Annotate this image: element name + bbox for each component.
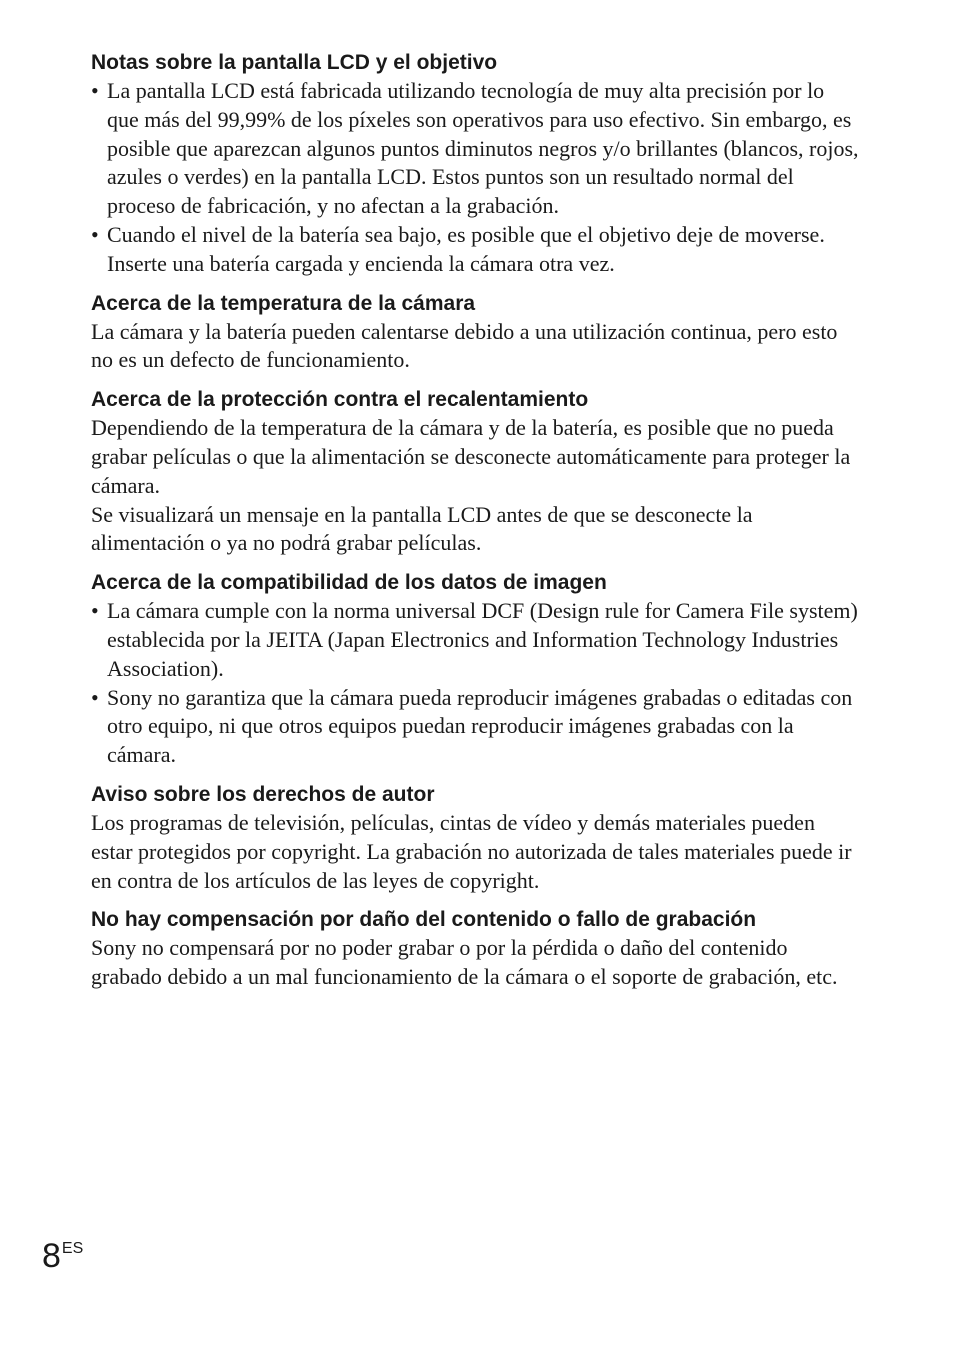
list-item-text: La pantalla LCD está fabricada utilizando tecnología de muy alta precisión por lo que más del 99,99% de los píxeles son operativos para uso efectivo. Sin embargo, es posible que aparezcan algunos puntos diminutos negros y/o brillantes (blancos, rojos, azules o verdes) en la pantalla LCD. Estos puntos son un resultado normal del proceso de fabricación, y no afectan a la grabación. (107, 78, 859, 219)
section-lcd-lens-notes (91, 48, 861, 279)
list-item (91, 77, 861, 221)
section-no-compensation (91, 905, 861, 992)
bullet-marker: • (91, 78, 99, 103)
page-language-code: ES (61, 1240, 84, 1257)
paragraph: Los programas de televisión, películas, cintas de vídeo y demás materiales pueden estar protegidos por copyright. La grabación no autorizada de tales materiales puede ir en contra de los artículos de las leyes de copyright. (91, 809, 852, 893)
bullet-list (91, 597, 861, 770)
section-heading: No hay compensación por daño del contenido o fallo de grabación (91, 908, 757, 932)
section-heading: Aviso sobre los derechos de autor (91, 782, 435, 806)
document-page (91, 48, 861, 992)
section-camera-temperature (91, 289, 861, 376)
list-item (91, 221, 861, 279)
section-heading: Acerca de la compatibilidad de los datos de imagen (91, 571, 607, 595)
paragraph: Dependiendo de la temperatura de la cámara y de la batería, es posible que no pueda grabar películas o que la alimentación se desconecte automáticamente para proteger la cámara. Se visualizará un mensaje en la pantalla LCD antes de que se desconecte la alimentación o ya no podrá grabar películas. (91, 415, 851, 556)
list-item-text: Sony no garantiza que la cámara pueda reproducir imágenes grabadas o editadas con otro equipo, ni que otros equipos puedan reproducir imágenes grabadas con la cámara. (107, 684, 853, 768)
bullet-list (91, 77, 861, 279)
paragraph: Sony no compensará por no poder grabar o por la pérdida o daño del contenido grabado debido a un mal funcionamiento de la cámara o el soporte de grabación, etc. (91, 935, 838, 990)
list-item-text: Cuando el nivel de la batería sea bajo, es posible que el objetivo deje de moverse. Inserte una batería cargada y encienda la cámara otra vez. (107, 221, 825, 276)
section-heading: Acerca de la temperatura de la cámara (91, 291, 476, 315)
section-heading: Notas sobre la pantalla LCD y el objetivo (91, 51, 498, 74)
list-item (91, 684, 861, 770)
list-item (91, 597, 861, 683)
paragraph: La cámara y la batería pueden calentarse debido a una utilización continua, pero esto no es un defecto de funcionamiento. (91, 318, 838, 373)
section-copyright-notice (91, 780, 861, 895)
page-number (42, 1236, 83, 1276)
bullet-marker: • (91, 598, 99, 624)
bullet-marker: • (91, 684, 99, 710)
section-overheat-protection (91, 385, 861, 558)
section-heading: Acerca de la protección contra el recalentamiento (91, 388, 589, 412)
bullet-marker: • (91, 221, 99, 247)
page-number-value: 8 (42, 1237, 61, 1275)
section-image-data-compatibility (91, 568, 861, 770)
list-item-text: La cámara cumple con la norma universal DCF (Design rule for Camera File system) establecida por la JEITA (Japan Electronics and Information Technology Industries Association). (107, 598, 858, 681)
